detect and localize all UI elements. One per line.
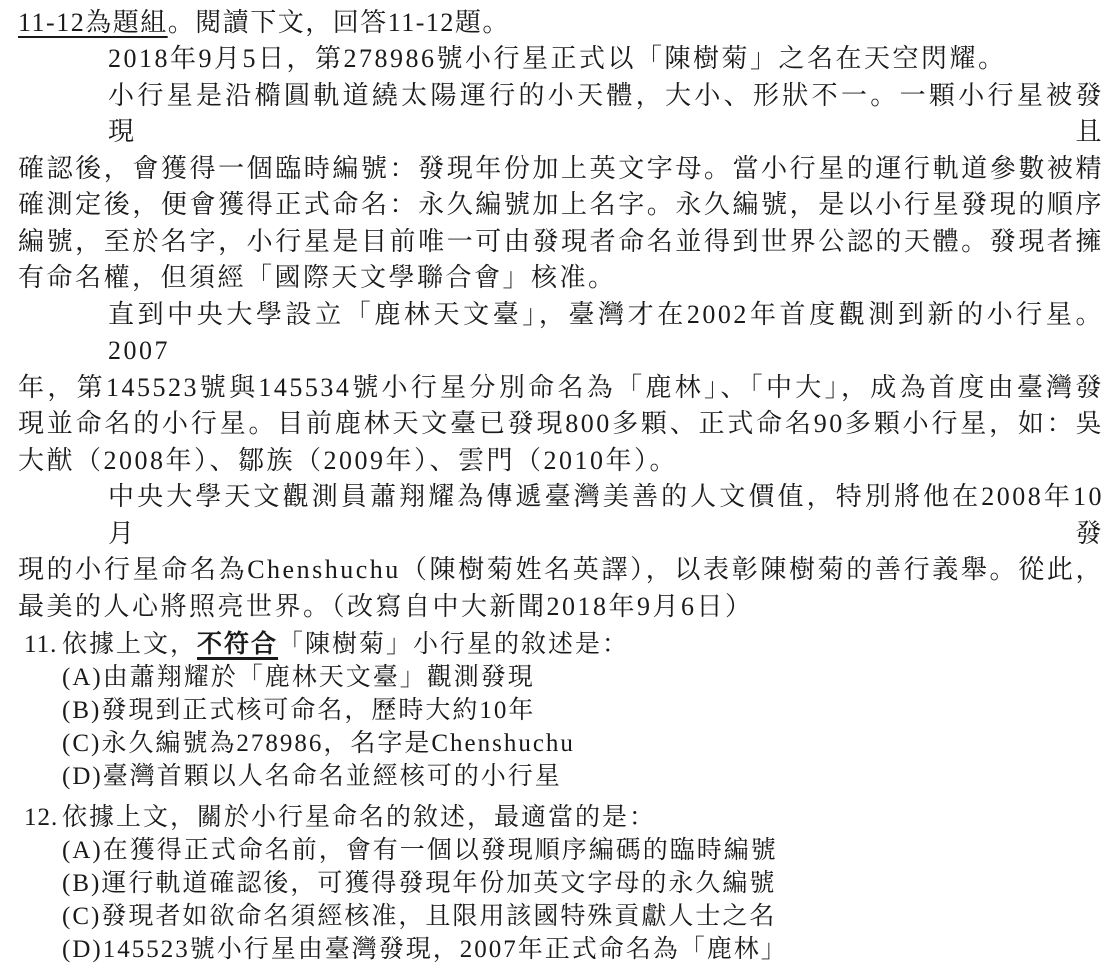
question-group-header <box>18 5 1104 41</box>
question-11-number: 11. <box>24 631 58 658</box>
passage-line: 現並命名的小行星。目前鹿林天文臺已發現800多顆、正式命名90多顆小行星，如：吳 <box>18 409 1104 438</box>
passage-line: 中央大學天文觀測員蕭翔耀為傳遞臺灣美善的人文價值，特別將他在2008年10月發 <box>108 482 1104 548</box>
question-11 <box>18 628 1104 793</box>
question-12-stem <box>62 801 1104 834</box>
passage-line: 年，第145523號與145534號小行星分別命名為「鹿林」、「中大」，成為首度由臺灣發 <box>18 372 1104 402</box>
question-12-number: 12. <box>24 804 59 831</box>
question-12-option-c: (C)發現者如欲命名須經核准，且限用該國特殊貢獻人士之名 <box>62 903 777 930</box>
question-11-stem-after: 「陳樹菊」小行星的敘述是： <box>278 631 630 658</box>
passage-line: 現的小行星命名為Chenshuchu（陳樹菊姓名英譯），以表彰陳樹菊的善行義舉。從此， <box>18 555 1104 584</box>
question-11-option-d: (D)臺灣首顆以人名命名並經核可的小行星 <box>62 763 562 790</box>
question-group-range: 11-12為題組 <box>18 8 168 37</box>
passage-line: 直到中央大學設立「鹿林天文臺」，臺灣才在2002年首度觀測到新的小行星。2007 <box>108 299 1104 365</box>
question-11-option-a: (A)由蕭翔耀於「鹿林天文臺」觀測發現 <box>62 664 535 691</box>
passage-line: 確測定後，便會獲得正式命名：永久編號加上名字。永久編號，是以小行星發現的順序 <box>18 190 1104 219</box>
question-12-option-a: (A)在獲得正式命名前，會有一個以發現順序編碼的臨時編號 <box>62 837 778 864</box>
question-12 <box>18 801 1104 966</box>
passage-line: 最美的人心將照亮世界。（改寫自中大新聞2018年9月6日） <box>18 591 754 621</box>
passage-line: 2018年9月5日，第278986號小行星正式以「陳樹菊」之名在天空閃耀。 <box>108 44 1007 73</box>
reading-passage <box>18 41 1104 625</box>
question-11-option-c: (C)永久編號為278986，名字是Chenshuchu <box>62 730 575 757</box>
passage-line: 有命名權，但須經「國際天文學聯合會」核准。 <box>18 263 617 292</box>
passage-line: 確認後，會獲得一個臨時編號：發現年份加上英文字母。當小行星的運行軌道參數被精 <box>18 153 1104 183</box>
question-12-stem-text: 依據上文，關於小行星命名的敘述，最適當的是： <box>62 804 657 831</box>
passage-line: 小行星是沿橢圓軌道繞太陽運行的小天體，大小、形狀不一。一顆小行星被發現且 <box>108 80 1104 146</box>
question-11-stem <box>62 628 1104 661</box>
passage-line: 大猷（2008年）、鄒族（2009年）、雲門（2010年）。 <box>18 445 679 475</box>
question-11-stem-emphasis: 不符合 <box>197 631 279 658</box>
question-group-instruction: 。閱讀下文，回答11-12題。 <box>167 8 510 37</box>
question-12-option-d: (D)145523號小行星由臺灣發現，2007年正式命名為「鹿林」 <box>62 936 788 963</box>
passage-line: 編號，至於名字，小行星是目前唯一可由發現者命名並得到世界公認的天體。發現者擁 <box>18 226 1104 256</box>
question-11-option-b: (B)發現到正式核可命名，歷時大約10年 <box>62 697 536 724</box>
question-12-option-b: (B)運行軌道確認後，可獲得發現年份加英文字母的永久編號 <box>62 870 777 897</box>
question-11-stem-before: 依據上文， <box>62 631 198 658</box>
